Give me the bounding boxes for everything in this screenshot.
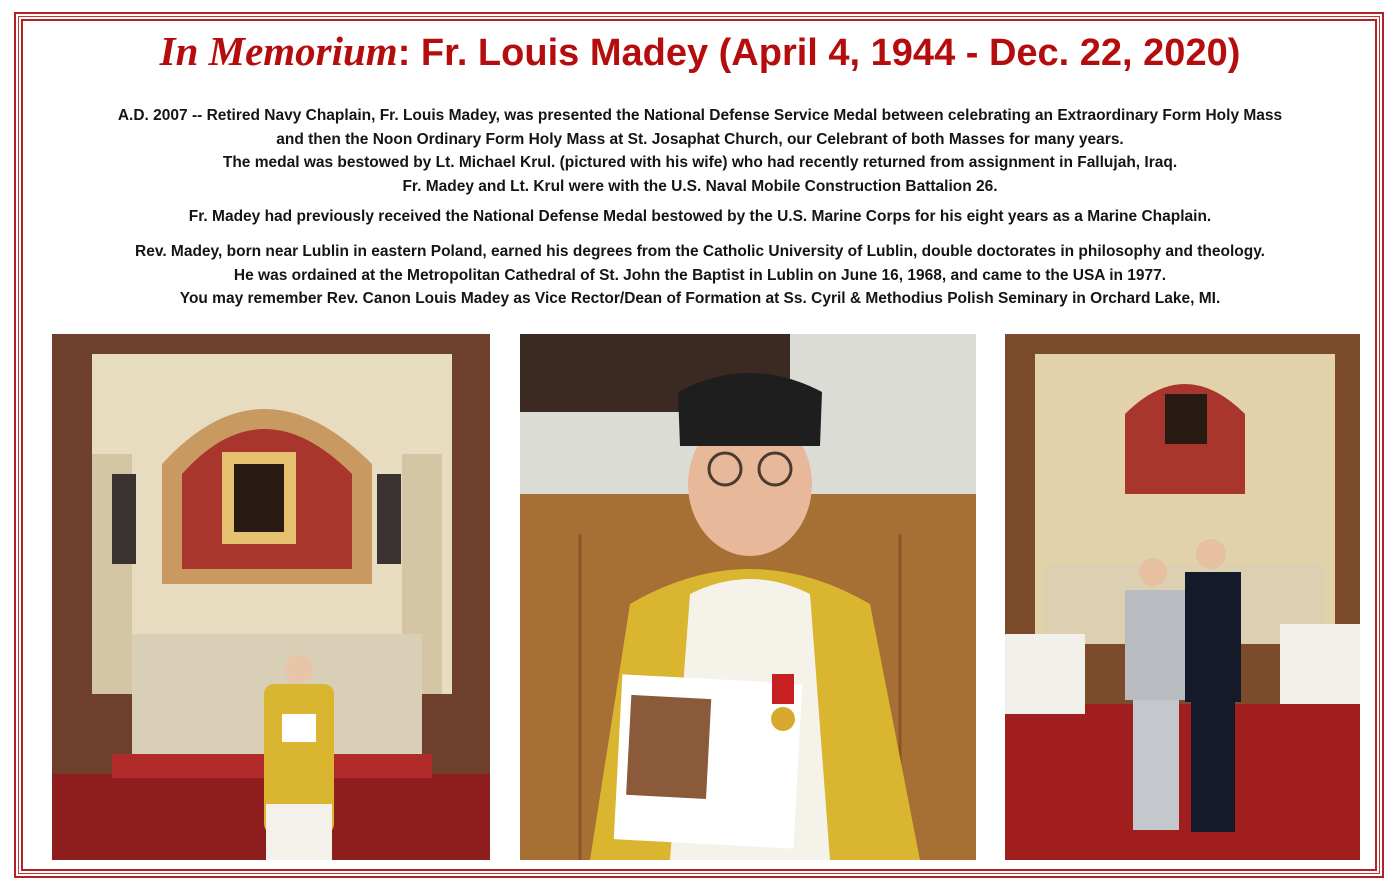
photo-priest-at-altar (52, 334, 490, 860)
paragraph-line: The medal was bestowed by Lt. Michael Krul. (pictured with his wife) who had recently returned from assignment in Fallujah, Iraq. (222, 154, 1178, 171)
paragraph-line: Fr. Madey and Lt. Krul were with the U.S. Naval Mobile Construction Battalion 26. (402, 177, 998, 195)
photo-priest-holding-medal (520, 334, 976, 860)
title-in-memorium: In Memorium (159, 28, 398, 74)
photo-lt-krul-and-wife (1005, 334, 1360, 860)
paragraph-medal-presentation (30, 104, 1370, 198)
paragraph-line: A.D. 2007 -- Retired Navy Chaplain, Fr. Louis Madey, was presented the National Defense Service Medal between celebrating an Extraordinary Form Holy Mass (117, 107, 1283, 124)
paragraph-biography (30, 240, 1370, 311)
title-name-dates: : Fr. Louis Madey (April 4, 1944 - Dec. 22, 2020) (397, 32, 1241, 74)
paragraph-line: You may remember Rev. Canon Louis Madey as Vice Rector/Dean of Formation at Ss. Cyril & Methodius Polish Seminary in Orchard Lake, MI. (179, 290, 1221, 307)
paragraph-line: He was ordained at the Metropolitan Cathedral of St. John the Baptist in Lublin on June 16, 1968, and came to the USA in 1977. (233, 266, 1167, 284)
paragraph-line: Rev. Madey, born near Lublin in eastern Poland, earned his degrees from the Catholic University of Lublin, double doctorates in philosophy and theology. (135, 243, 1265, 260)
paragraph-marine-medal (30, 205, 1370, 229)
paragraph-line: and then the Noon Ordinary Form Holy Mass at St. Josaphat Church, our Celebrant of both Masses for many years. (276, 130, 1124, 148)
paragraph-line: Fr. Madey had previously received the National Defense Medal bestowed by the U.S. Marine Corps for his eight years as a Marine Chaplain. (188, 208, 1212, 225)
page-title (0, 28, 1400, 76)
